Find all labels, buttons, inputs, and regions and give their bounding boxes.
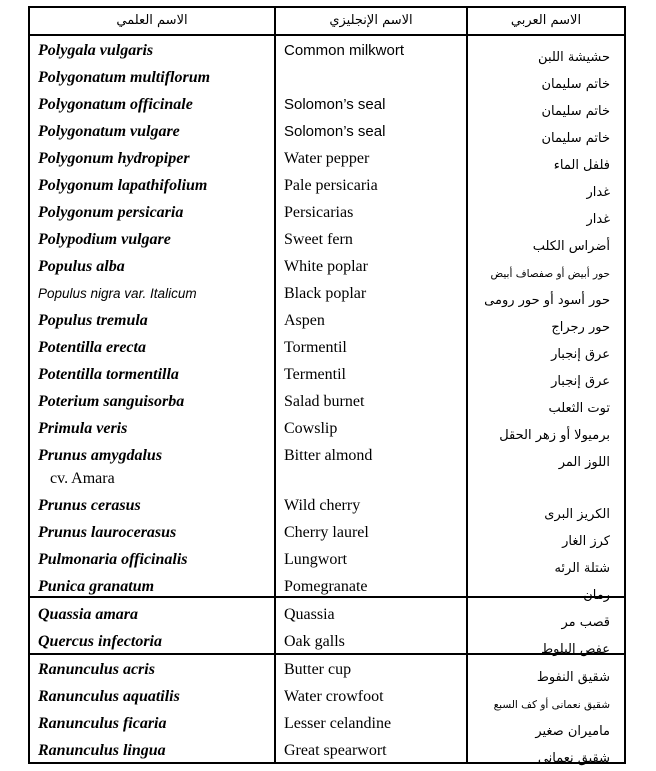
- arabic-name-cell: حشيشة اللبن: [538, 50, 610, 65]
- english-name-cell: Water pepper: [284, 150, 370, 167]
- header-scientific-name: الاسم العلمي: [116, 13, 188, 28]
- scientific-name-cell: Potentilla tormentilla: [38, 366, 179, 383]
- english-name-cell: Quassia: [284, 606, 335, 623]
- english-name-cell: Salad burnet: [284, 393, 365, 410]
- arabic-name-cell: توت الثعلب: [548, 401, 610, 416]
- english-name-cell: Common milkwort: [284, 42, 405, 59]
- scientific-name-cell: Polygala vulgaris: [38, 42, 154, 59]
- arabic-name-cell: اللوز المر: [558, 455, 610, 470]
- arabic-name-cell: غدار: [586, 212, 610, 227]
- scientific-name-cell: Quassia amara: [38, 606, 139, 623]
- scientific-name-cell: Polygonatum vulgare: [38, 123, 180, 140]
- arabic-name-cell: حور أبيض أو صفصاف أبيض: [490, 268, 610, 280]
- arabic-name-cell: غدار: [586, 185, 610, 200]
- english-name-cell: Lungwort: [284, 551, 348, 568]
- scientific-name-cell: Ranunculus acris: [38, 661, 155, 678]
- english-name-cell: Solomon’s seal: [284, 96, 386, 113]
- arabic-name-cell: رمان: [583, 588, 610, 603]
- arabic-name-cell: قصب مر: [561, 615, 610, 630]
- scientific-name-cell: Punica granatum: [38, 578, 155, 595]
- scientific-name-cell: Ranunculus aquatilis: [38, 688, 180, 705]
- arabic-name-cell: شقيق نعمانى: [537, 751, 610, 766]
- scientific-name-cell: Prunus laurocerasus: [38, 524, 177, 541]
- english-name-cell: Persicarias: [284, 204, 354, 221]
- arabic-name-cell: عفص البلوط: [541, 642, 610, 657]
- scientific-name-cell: Potentilla erecta: [38, 339, 146, 356]
- english-name-cell: Water crowfoot: [284, 688, 384, 705]
- scientific-name-cell: Polygonatum officinale: [38, 96, 193, 113]
- english-name-cell: Great spearwort: [284, 742, 387, 759]
- arabic-name-cell: أضراس الكلب: [532, 239, 610, 254]
- arabic-name-cell: خاتم سليمان: [541, 131, 610, 146]
- arabic-name-cell: خاتم سليمان: [541, 77, 610, 92]
- scientific-name-cell: Populus alba: [38, 258, 125, 275]
- english-name-cell: Aspen: [284, 312, 325, 329]
- arabic-name-cell: شتلة الرئه: [554, 561, 610, 576]
- scientific-name-cell: Polygonum lapathifolium: [38, 177, 208, 194]
- english-name-cell: White poplar: [284, 258, 368, 275]
- english-name-cell: Bitter almond: [284, 447, 373, 464]
- arabic-name-cell: فلفل الماء: [553, 158, 610, 173]
- column-divider: [274, 8, 276, 762]
- english-name-cell: Termentil: [284, 366, 346, 383]
- arabic-name-cell: عرق إنجبار: [551, 374, 610, 389]
- scientific-name-cell: Populus tremula: [38, 312, 148, 329]
- scientific-name-cell: Polygonatum multiflorum: [38, 69, 211, 86]
- arabic-name-cell: ماميران صغير: [535, 724, 610, 739]
- scientific-name-cell: cv. Amara: [50, 470, 115, 487]
- arabic-name-cell: الكريز البرى: [544, 507, 610, 522]
- scientific-name-cell: Pulmonaria officinalis: [38, 551, 188, 568]
- scientific-name-cell: Polypodium vulgare: [38, 231, 171, 248]
- arabic-name-cell: حور رجراج: [551, 320, 610, 335]
- scientific-name-cell: Polygonum hydropiper: [38, 150, 190, 167]
- arabic-name-cell: عرق إنجبار: [551, 347, 610, 362]
- arabic-name-cell: شقيق نعمانى أو كف السبع: [493, 699, 610, 711]
- arabic-name-cell: برميولا أو زهر الحقل: [499, 428, 610, 443]
- scientific-name-cell: Polygonum persicaria: [38, 204, 184, 221]
- arabic-name-cell: شقيق النفوط: [536, 670, 610, 685]
- english-name-cell: Black poplar: [284, 285, 367, 302]
- english-name-cell: Wild cherry: [284, 497, 361, 514]
- scientific-name-cell: Ranunculus lingua: [38, 742, 166, 759]
- english-name-cell: Tormentil: [284, 339, 347, 356]
- scientific-name-cell: Ranunculus ficaria: [38, 715, 167, 732]
- arabic-name-cell: حور أسود أو حور رومى: [484, 293, 610, 308]
- english-name-cell: Butter cup: [284, 661, 352, 678]
- english-name-cell: Sweet fern: [284, 231, 353, 248]
- header-english-name: الاسم الإنجليزي: [329, 13, 413, 28]
- header-arabic-name: الاسم العربي: [510, 13, 582, 28]
- english-name-cell: Lesser celandine: [284, 715, 392, 732]
- english-name-cell: Pale persicaria: [284, 177, 378, 194]
- english-name-cell: Cherry laurel: [284, 524, 369, 541]
- scientific-name-cell: Prunus amygdalus: [38, 447, 163, 464]
- arabic-name-cell: كرز الغار: [562, 534, 610, 549]
- english-name-cell: Solomon’s seal: [284, 123, 386, 140]
- scientific-name-cell: Populus nigra var. Italicum: [38, 286, 197, 301]
- scientific-name-cell: Quercus infectoria: [38, 633, 162, 650]
- scientific-name-cell: Primula veris: [38, 420, 128, 437]
- plant-names-table: [28, 6, 626, 764]
- scientific-name-cell: Poterium sanguisorba: [38, 393, 185, 410]
- english-name-cell: Pomegranate: [284, 578, 368, 595]
- english-name-cell: Oak galls: [284, 633, 345, 650]
- english-name-cell: Cowslip: [284, 420, 338, 437]
- arabic-name-cell: خاتم سليمان: [541, 104, 610, 119]
- scientific-name-cell: Prunus cerasus: [38, 497, 141, 514]
